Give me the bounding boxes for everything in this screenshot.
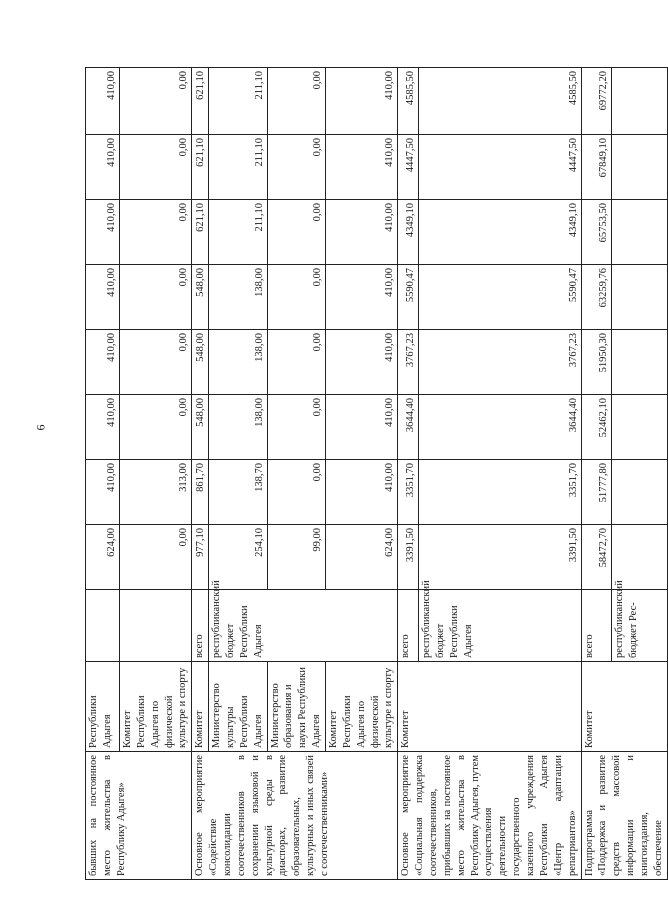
value-cell: 58472,70	[581, 525, 612, 590]
value-cell: 410,00	[326, 135, 398, 200]
source-cell	[120, 590, 192, 662]
value-cell: 410,00	[86, 265, 120, 330]
value-cell: 0,00	[267, 395, 325, 460]
value-cell: 861,70	[192, 460, 209, 525]
executor-cell: Министерство культуры Республики Адыгея	[209, 662, 267, 752]
executor-cell: Комитет Республики Адыгея по физической культуре и спорту	[326, 662, 398, 752]
source-cell: всего	[581, 590, 612, 662]
value-cell: 63259,76	[581, 265, 612, 330]
value-cell: 4349,10	[398, 200, 419, 265]
value-cell: 51777,80	[581, 460, 612, 525]
executor-cell: Комитет Республики Адыгея по физической культуре и спорту	[120, 662, 192, 752]
value-cell: 4585,50	[419, 68, 581, 135]
value-cell: 138,00	[209, 265, 267, 330]
value-cell	[612, 68, 668, 135]
value-cell: 254,10	[209, 525, 267, 590]
value-cell: 3767,23	[398, 330, 419, 395]
table-row	[192, 68, 209, 880]
value-cell: 410,00	[326, 330, 398, 395]
value-cell: 4585,50	[398, 68, 419, 135]
source-cell	[86, 590, 120, 662]
table-row	[581, 68, 612, 880]
value-cell	[612, 200, 668, 265]
value-cell	[612, 330, 668, 395]
value-cell: 548,00	[192, 395, 209, 460]
event-cell: бывших на постоянное место жительства в Республику Адыгея»	[86, 752, 192, 880]
value-cell: 621,10	[192, 135, 209, 200]
value-cell: 3351,70	[398, 460, 419, 525]
event-cell: Основное мероприятие «Содействие консолидации соотечественников в сохранении языковой и культурной среды в диаспорах, развитие образовательных, культурных и иных связей с соотечественниками»	[192, 752, 398, 880]
value-cell: 0,00	[267, 200, 325, 265]
value-cell: 410,00	[326, 265, 398, 330]
value-cell: 624,00	[326, 525, 398, 590]
event-cell: Основное мероприятие «Социальная поддержка соотечественников, прибывших на постоянное место жительства в Республику Адыгея, путем осуществления деятельности государственного казенного учреждения Республики Адыгея «Центр адаптации репатриантов»	[398, 752, 581, 880]
value-cell: 410,00	[326, 200, 398, 265]
value-cell: 4447,50	[419, 135, 581, 200]
value-cell: 138,70	[209, 460, 267, 525]
page-number: 6	[33, 424, 48, 431]
value-cell: 0,00	[267, 68, 325, 135]
value-cell: 410,00	[326, 460, 398, 525]
value-cell: 65753,50	[581, 200, 612, 265]
value-cell: 3644,40	[398, 395, 419, 460]
event-cell: Подпрограмма «Поддержка и развитие средств массовой информации и книгоиздания, обеспечение	[581, 752, 667, 880]
value-cell: 0,00	[120, 135, 192, 200]
value-cell: 410,00	[86, 460, 120, 525]
executor-cell: Министерство образования и науки Республики Адыгея	[267, 662, 325, 752]
value-cell: 410,00	[86, 68, 120, 135]
value-cell: 410,00	[86, 330, 120, 395]
value-cell	[612, 135, 668, 200]
table-row	[86, 68, 120, 880]
executor-cell: Комитет	[192, 662, 209, 752]
source-cell: республиканский бюджет Республики Адыгея	[209, 590, 398, 662]
value-cell: 3391,50	[398, 525, 419, 590]
budget-table-rotated	[85, 68, 664, 880]
value-cell: 410,00	[86, 395, 120, 460]
value-cell: 0,00	[120, 200, 192, 265]
value-cell: 548,00	[192, 330, 209, 395]
source-cell: республиканский бюджет Республики Адыгея	[419, 590, 581, 662]
value-cell: 0,00	[120, 395, 192, 460]
value-cell: 67849,10	[581, 135, 612, 200]
value-cell: 977,10	[192, 525, 209, 590]
value-cell	[612, 395, 668, 460]
executor-cell: Республики Адыгея	[86, 662, 120, 752]
value-cell: 99,00	[267, 525, 325, 590]
value-cell: 3351,70	[419, 460, 581, 525]
value-cell: 3644,40	[419, 395, 581, 460]
value-cell: 621,10	[192, 200, 209, 265]
value-cell	[612, 460, 668, 525]
value-cell: 621,10	[192, 68, 209, 135]
source-cell: республиканский бюджет Рес-	[612, 590, 668, 662]
value-cell: 0,00	[120, 330, 192, 395]
value-cell: 69772,20	[581, 68, 612, 135]
value-cell: 52462,10	[581, 395, 612, 460]
value-cell: 0,00	[120, 525, 192, 590]
source-cell: всего	[398, 590, 419, 662]
value-cell: 0,00	[267, 460, 325, 525]
value-cell: 0,00	[120, 68, 192, 135]
table-row	[398, 68, 419, 880]
executor-cell: Комитет	[581, 662, 667, 752]
value-cell: 5590,47	[398, 265, 419, 330]
value-cell: 138,00	[209, 395, 267, 460]
value-cell: 0,00	[267, 135, 325, 200]
value-cell: 410,00	[86, 135, 120, 200]
value-cell: 0,00	[267, 265, 325, 330]
value-cell: 548,00	[192, 265, 209, 330]
source-cell: всего	[192, 590, 209, 662]
value-cell: 211,10	[209, 135, 267, 200]
value-cell	[612, 265, 668, 330]
value-cell: 3391,50	[419, 525, 581, 590]
value-cell: 211,10	[209, 68, 267, 135]
value-cell: 51950,30	[581, 330, 612, 395]
executor-cell: Комитет	[398, 662, 581, 752]
value-cell: 4447,50	[398, 135, 419, 200]
value-cell: 410,00	[326, 68, 398, 135]
value-cell: 138,00	[209, 330, 267, 395]
value-cell: 0,00	[267, 330, 325, 395]
budget-table	[85, 67, 668, 880]
value-cell: 410,00	[86, 200, 120, 265]
value-cell: 5590,47	[419, 265, 581, 330]
value-cell: 0,00	[120, 265, 192, 330]
value-cell: 211,10	[209, 200, 267, 265]
value-cell: 4349,10	[419, 200, 581, 265]
value-cell: 624,00	[86, 525, 120, 590]
value-cell: 410,00	[326, 395, 398, 460]
value-cell: 3767,23	[419, 330, 581, 395]
value-cell: 313,00	[120, 460, 192, 525]
